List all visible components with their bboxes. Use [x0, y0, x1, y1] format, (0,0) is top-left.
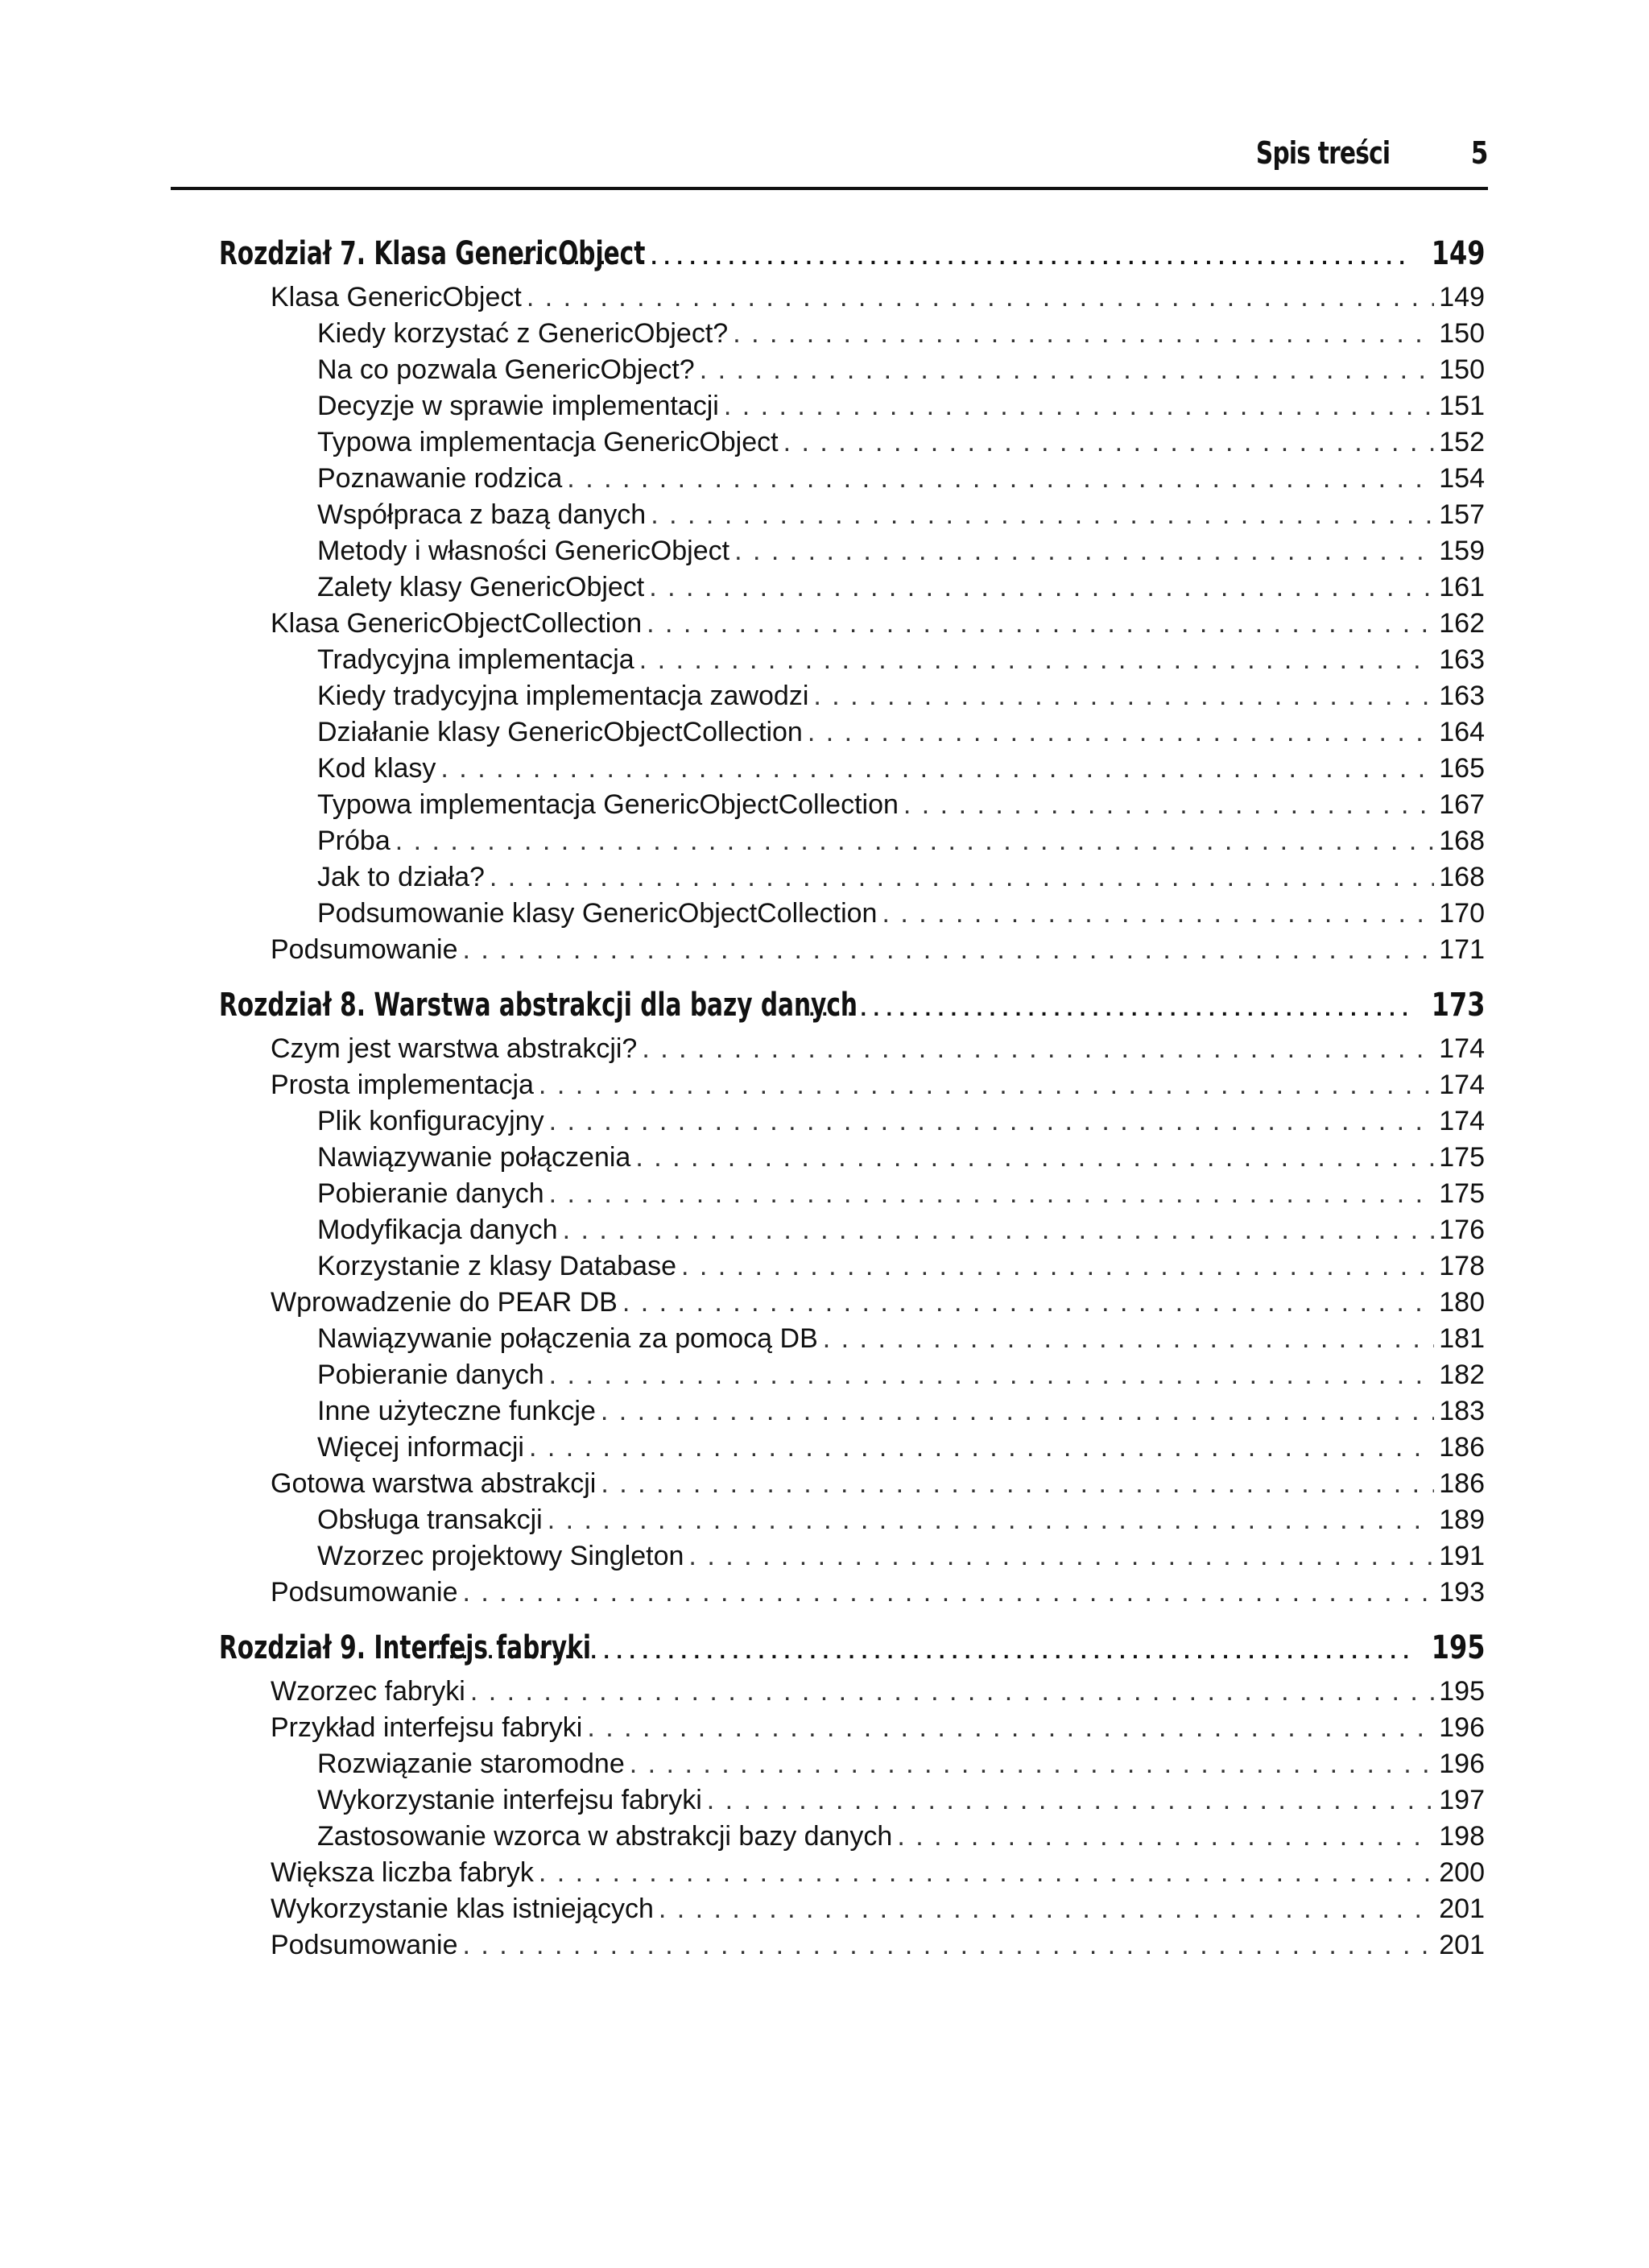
toc-subsection-entry[interactable] — [219, 427, 1485, 463]
entry-page-number: 163 — [1439, 681, 1485, 711]
toc-section-entry[interactable] — [219, 282, 1485, 318]
toc-section-entry[interactable] — [219, 1033, 1485, 1070]
entry-page-number: 176 — [1439, 1215, 1485, 1245]
dot-leader — [490, 862, 1434, 893]
toc-section-entry[interactable] — [219, 1468, 1485, 1504]
chapter-block — [219, 235, 1485, 971]
chapter-title: Rozdział 8. Warstwa abstrakcji dla bazy danych — [219, 987, 858, 1024]
entry-page-number: 168 — [1439, 862, 1485, 892]
entry-title: Gotowa warstwa abstrakcji — [271, 1468, 597, 1499]
entry-title: Próba — [317, 826, 391, 856]
entry-page-number: 196 — [1439, 1749, 1485, 1779]
entry-title: Działanie klasy GenericObjectCollection — [317, 717, 803, 747]
toc-subsection-entry[interactable] — [219, 717, 1485, 753]
dot-leader — [601, 1396, 1434, 1427]
toc-subsection-entry[interactable] — [219, 1749, 1485, 1785]
entry-title: Klasa GenericObject — [271, 282, 522, 312]
toc-subsection-entry[interactable] — [219, 681, 1485, 717]
toc-subsection-entry[interactable] — [219, 789, 1485, 826]
chapter-heading[interactable] — [219, 235, 1485, 282]
toc-subsection-entry[interactable] — [219, 1142, 1485, 1178]
toc-subsection-entry[interactable] — [219, 898, 1485, 934]
entry-title: Plik konfiguracyjny — [317, 1106, 544, 1136]
entry-title: Zalety klasy GenericObject — [317, 572, 645, 602]
dot-leader — [462, 1930, 1434, 1961]
entry-page-number: 150 — [1439, 318, 1485, 349]
dot-leader — [707, 1785, 1435, 1816]
dot-leader — [642, 1033, 1434, 1065]
dot-leader — [783, 427, 1435, 458]
entry-title: Współpraca z bazą danych — [317, 499, 647, 530]
entry-page-number: 180 — [1439, 1287, 1485, 1318]
entry-title: Rozwiązanie staromodne — [317, 1749, 625, 1779]
entry-page-number: 167 — [1439, 789, 1485, 820]
entry-page-number: 201 — [1439, 1893, 1485, 1924]
dot-leader — [563, 1215, 1435, 1246]
toc-section-entry[interactable] — [219, 934, 1485, 971]
dot-leader — [882, 898, 1434, 929]
entry-page-number: 174 — [1439, 1033, 1485, 1064]
toc-subsection-entry[interactable] — [219, 753, 1485, 789]
entry-page-number: 183 — [1439, 1396, 1485, 1426]
dot-leader — [470, 1676, 1434, 1707]
entry-title: Więcej informacji — [317, 1432, 524, 1463]
toc-subsection-entry[interactable] — [219, 1178, 1485, 1215]
dot-leader — [724, 391, 1434, 422]
dot-leader — [462, 1577, 1434, 1608]
chapter-title: Rozdział 7. Klasa GenericObject — [219, 235, 646, 272]
chapter-heading[interactable] — [219, 1629, 1485, 1676]
dot-leader — [651, 499, 1434, 531]
entry-title: Korzystanie z klasy Database — [317, 1251, 676, 1281]
toc-subsection-entry[interactable] — [219, 1785, 1485, 1821]
entry-page-number: 165 — [1439, 753, 1485, 784]
dot-leader — [549, 1178, 1435, 1210]
entry-title: Wykorzystanie klas istniejących — [271, 1893, 654, 1924]
entry-title: Pobieranie danych — [317, 1360, 544, 1390]
toc-subsection-entry[interactable] — [219, 499, 1485, 536]
entry-page-number: 196 — [1439, 1712, 1485, 1743]
dot-leader — [622, 1287, 1434, 1318]
entry-page-number: 181 — [1439, 1323, 1485, 1354]
entry-title: Decyzje w sprawie implementacji — [317, 391, 719, 421]
dot-leader — [688, 1541, 1434, 1572]
entry-title: Wykorzystanie interfejsu fabryki — [317, 1785, 702, 1815]
toc-subsection-entry[interactable] — [219, 1396, 1485, 1432]
dot-leader — [549, 1106, 1435, 1137]
entry-page-number: 200 — [1439, 1857, 1485, 1888]
toc-section-entry[interactable] — [219, 1893, 1485, 1930]
entry-title: Metody i własności GenericObject — [317, 536, 730, 566]
chapter-page-number: 173 — [1431, 987, 1485, 1024]
entry-page-number: 162 — [1439, 608, 1485, 639]
dot-leader — [635, 1142, 1434, 1173]
entry-page-number: 195 — [1439, 1676, 1485, 1707]
entry-title: Pobieranie danych — [317, 1178, 544, 1209]
dot-leader — [462, 934, 1434, 966]
dot-leader — [527, 282, 1434, 313]
entry-page-number: 161 — [1439, 572, 1485, 602]
entry-page-number: 186 — [1439, 1468, 1485, 1499]
dot-leader — [734, 536, 1434, 567]
entry-page-number: 159 — [1439, 536, 1485, 566]
entry-page-number: 191 — [1439, 1541, 1485, 1571]
entry-title: Jak to działa? — [317, 862, 485, 892]
toc-section-entry[interactable] — [219, 1287, 1485, 1323]
toc-subsection-entry[interactable] — [219, 1432, 1485, 1468]
entry-page-number: 178 — [1439, 1251, 1485, 1281]
entry-page-number: 174 — [1439, 1106, 1485, 1136]
dot-leader — [440, 753, 1434, 784]
toc-subsection-entry[interactable] — [219, 391, 1485, 427]
chapter-title: Rozdział 9. Interfejs fabryki — [219, 1629, 592, 1666]
dot-leader — [681, 1251, 1434, 1282]
dot-leader — [796, 1000, 1412, 1020]
chapter-block — [219, 1629, 1485, 1966]
toc-subsection-entry[interactable] — [219, 463, 1485, 499]
entry-page-number: 175 — [1439, 1142, 1485, 1173]
entry-page-number: 157 — [1439, 499, 1485, 530]
toc-subsection-entry[interactable] — [219, 1323, 1485, 1360]
dot-leader — [808, 717, 1434, 748]
entry-title: Kod klasy — [317, 753, 436, 784]
toc-subsection-entry[interactable] — [219, 1360, 1485, 1396]
entry-page-number: 152 — [1439, 427, 1485, 457]
entry-page-number: 151 — [1439, 391, 1485, 421]
entry-title: Modyfikacja danych — [317, 1215, 558, 1245]
entry-title: Typowa implementacja GenericObjectCollection — [317, 789, 899, 820]
toc-subsection-entry[interactable] — [219, 536, 1485, 572]
dot-leader — [659, 1893, 1434, 1925]
entry-title: Poznawanie rodzica — [317, 463, 563, 494]
toc-section-entry[interactable] — [219, 1857, 1485, 1893]
entry-title: Podsumowanie klasy GenericObjectCollection — [317, 898, 878, 929]
running-head — [171, 129, 1488, 190]
entry-title: Obsługa transakcji — [317, 1504, 543, 1535]
entry-page-number: 171 — [1439, 934, 1485, 965]
toc-section-entry[interactable] — [219, 1676, 1485, 1712]
chapter-heading[interactable] — [219, 987, 1485, 1033]
toc-section-entry[interactable] — [219, 608, 1485, 644]
toc-subsection-entry[interactable] — [219, 318, 1485, 354]
running-head-page-number: 5 — [1470, 135, 1488, 171]
toc-subsection-entry[interactable] — [219, 354, 1485, 391]
dot-leader — [647, 608, 1434, 639]
entry-page-number: 154 — [1439, 463, 1485, 494]
dot-leader — [567, 463, 1434, 495]
dot-leader — [639, 644, 1435, 676]
chapter-page-number: 195 — [1431, 1629, 1485, 1666]
dot-leader — [601, 1468, 1434, 1500]
entry-page-number: 193 — [1439, 1577, 1485, 1608]
entry-page-number: 163 — [1439, 644, 1485, 675]
table-of-contents — [219, 235, 1485, 1976]
entry-title: Przykład interfejsu fabryki — [271, 1712, 583, 1743]
toc-subsection-entry[interactable] — [219, 1504, 1485, 1541]
entry-page-number: 164 — [1439, 717, 1485, 747]
toc-section-entry[interactable] — [219, 1712, 1485, 1749]
entry-page-number: 201 — [1439, 1930, 1485, 1960]
entry-title: Czym jest warstwa abstrakcji? — [271, 1033, 638, 1064]
entry-title: Podsumowanie — [271, 1930, 458, 1960]
dot-leader — [549, 1360, 1435, 1391]
entry-title: Wzorzec projektowy Singleton — [317, 1541, 684, 1571]
entry-page-number: 149 — [1439, 282, 1485, 312]
entry-page-number: 170 — [1439, 898, 1485, 929]
entry-title: Podsumowanie — [271, 1577, 458, 1608]
entry-page-number: 175 — [1439, 1178, 1485, 1209]
chapter-page-number: 149 — [1431, 235, 1485, 272]
toc-subsection-entry[interactable] — [219, 1106, 1485, 1142]
entry-page-number: 174 — [1439, 1070, 1485, 1100]
dot-leader — [823, 1323, 1435, 1355]
entry-title: Nawiązywanie połączenia — [317, 1142, 631, 1173]
toc-subsection-entry[interactable] — [219, 826, 1485, 862]
dot-leader — [903, 789, 1434, 821]
toc-subsection-entry[interactable] — [219, 1541, 1485, 1577]
toc-section-entry[interactable] — [219, 1577, 1485, 1613]
entry-title: Nawiązywanie połączenia za pomocą DB — [317, 1323, 818, 1354]
entry-title: Kiedy tradycyjna implementacja zawodzi — [317, 681, 809, 711]
entry-title: Klasa GenericObjectCollection — [271, 608, 643, 639]
toc-subsection-entry[interactable] — [219, 862, 1485, 898]
entry-title: Na co pozwala GenericObject? — [317, 354, 695, 385]
dot-leader — [548, 1504, 1435, 1536]
dot-leader — [733, 318, 1434, 350]
dot-leader — [813, 681, 1434, 712]
entry-title: Zastosowanie wzorca w abstrakcji bazy danych — [317, 1821, 893, 1852]
toc-section-entry[interactable] — [219, 1070, 1485, 1106]
chapter-block — [219, 987, 1485, 1613]
entry-page-number: 150 — [1439, 354, 1485, 385]
entry-title: Prosta implementacja — [271, 1070, 534, 1100]
entry-page-number: 168 — [1439, 826, 1485, 856]
entry-page-number: 189 — [1439, 1504, 1485, 1535]
toc-subsection-entry[interactable] — [219, 644, 1485, 681]
entry-page-number: 198 — [1439, 1821, 1485, 1852]
toc-subsection-entry[interactable] — [219, 1215, 1485, 1251]
dot-leader — [529, 1432, 1434, 1463]
dot-leader — [539, 1857, 1434, 1889]
entry-title: Większa liczba fabryk — [271, 1857, 534, 1888]
dot-leader — [539, 1070, 1434, 1101]
entry-title: Tradycyjna implementacja — [317, 644, 634, 675]
entry-page-number: 197 — [1439, 1785, 1485, 1815]
running-head-title: Spis treści — [1255, 135, 1390, 171]
toc-subsection-entry[interactable] — [219, 1821, 1485, 1857]
entry-title: Typowa implementacja GenericObject — [317, 427, 779, 457]
toc-subsection-entry[interactable] — [219, 572, 1485, 608]
entry-title: Podsumowanie — [271, 934, 458, 965]
dot-leader — [630, 1749, 1435, 1780]
dot-leader — [649, 572, 1434, 603]
entry-title: Inne użyteczne funkcje — [317, 1396, 596, 1426]
dot-leader — [897, 1821, 1434, 1852]
entry-page-number: 186 — [1439, 1432, 1485, 1463]
entry-title: Wzorzec fabryki — [271, 1676, 465, 1707]
entry-title: Kiedy korzystać z GenericObject? — [317, 318, 729, 349]
toc-subsection-entry[interactable] — [219, 1251, 1485, 1287]
dot-leader — [395, 826, 1435, 857]
dot-leader — [587, 1712, 1434, 1744]
entry-title: Wprowadzenie do PEAR DB — [271, 1287, 618, 1318]
entry-page-number: 182 — [1439, 1360, 1485, 1390]
dot-leader — [700, 354, 1435, 386]
toc-section-entry[interactable] — [219, 1930, 1485, 1966]
